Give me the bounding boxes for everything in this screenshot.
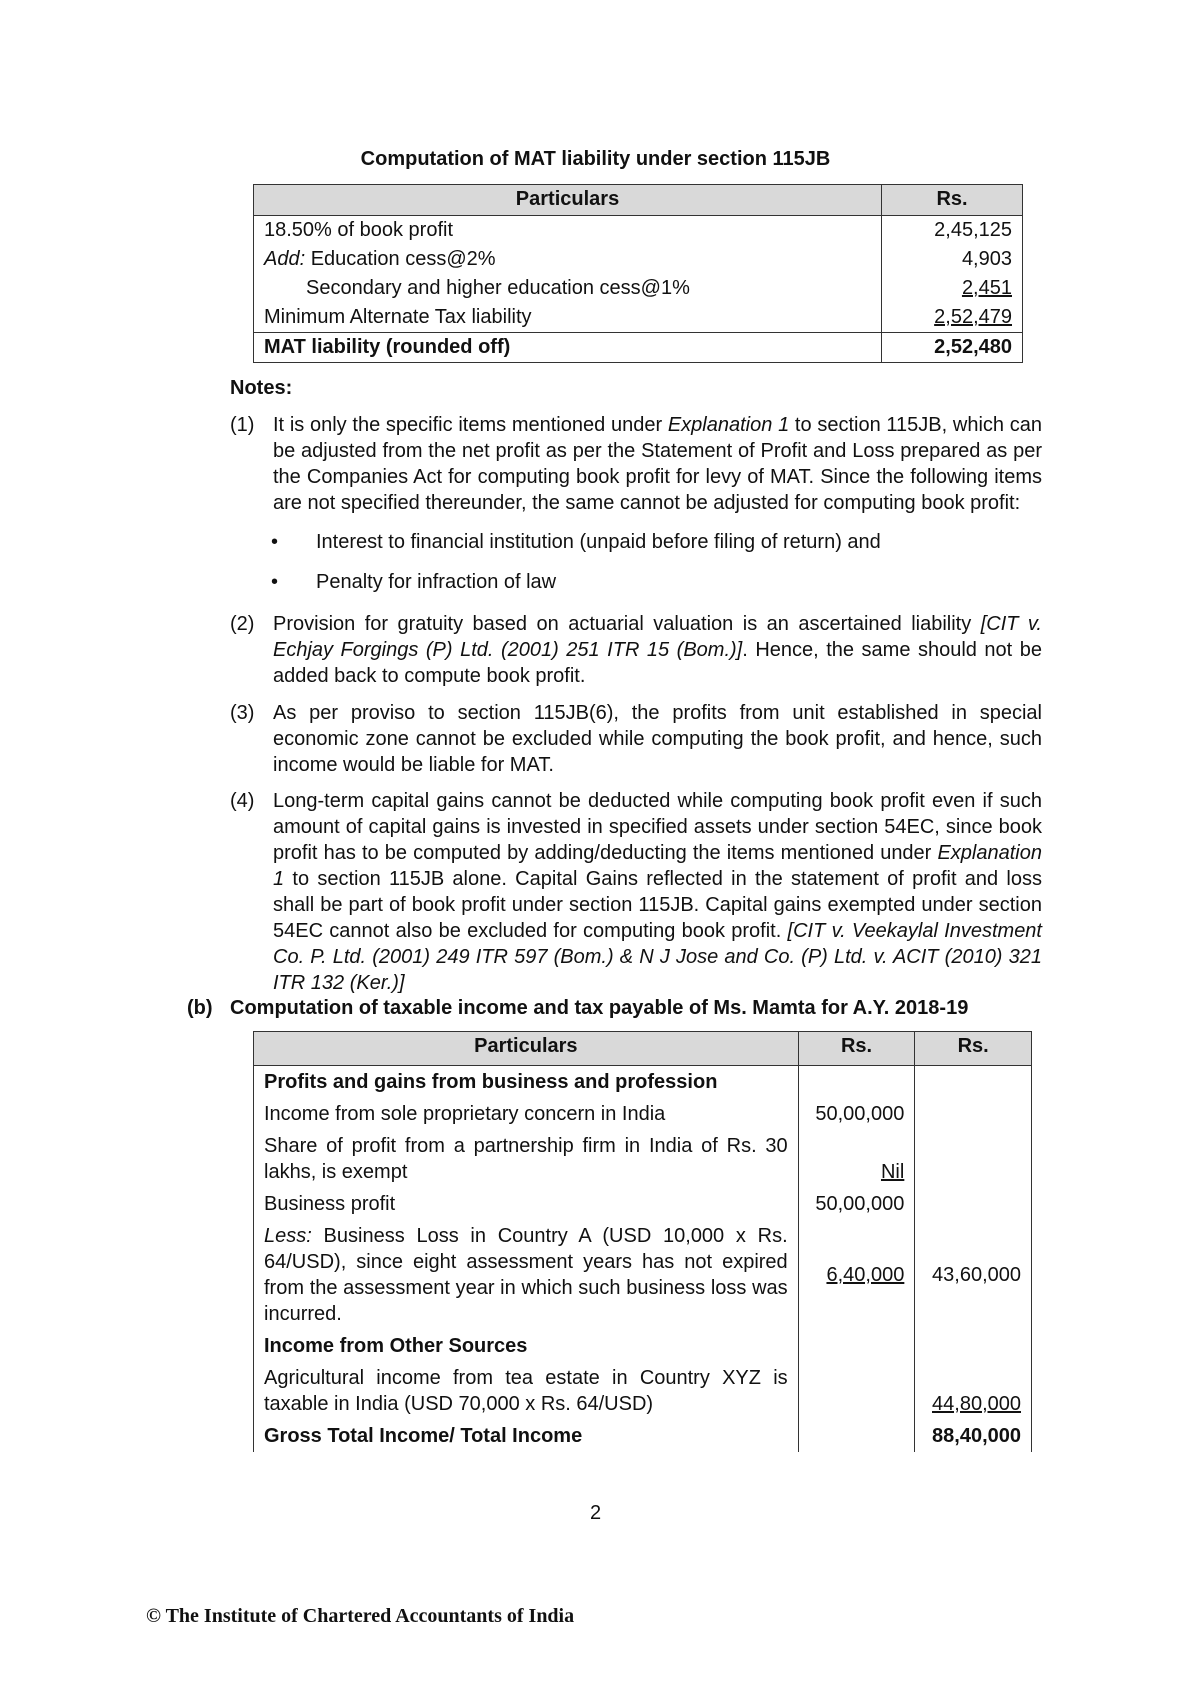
row-label: Business profit: [264, 1193, 396, 1215]
row-value: [882, 274, 1023, 303]
row-value: 4,903: [882, 245, 1023, 274]
list-item-text: Penalty for infraction of law: [316, 571, 557, 593]
part-title: Computation of taxable income and tax payable of Ms. Mamta for A.Y. 2018-19: [230, 997, 969, 1019]
note-number: (3): [230, 702, 255, 724]
row-label: Add: Education cess@2%: [264, 248, 496, 270]
row-prefix: Add:: [264, 248, 306, 270]
row-value: [798, 1220, 915, 1330]
row-label: 18.50% of book profit: [264, 219, 454, 241]
table-row: [254, 1130, 1032, 1188]
note-3: [230, 700, 1042, 778]
note-4: [230, 788, 1042, 996]
total-row: [254, 333, 1023, 363]
row-label: Agricultural income from tea estate in Country XYZ is taxable in India (USD 70,000 x Rs. 64/USD): [264, 1367, 788, 1415]
header-rs: Rs.: [915, 1032, 1032, 1066]
header-particulars: Particulars: [254, 185, 882, 216]
bullet-icon: •: [271, 571, 279, 593]
table-row: [254, 303, 1023, 333]
total-label: Gross Total Income/ Total Income: [264, 1425, 583, 1447]
row-value: 50,00,000: [798, 1098, 915, 1130]
section-heading-row: [254, 1066, 1032, 1099]
list-item-text: Interest to financial institution (unpaid before filing of return) and: [316, 531, 881, 553]
note-body: As per proviso to section 115JB(6), the profits from unit established in special economic zone cannot be excluded while computing the book profit, and hence, such income would be liable for MAT.: [273, 702, 1042, 776]
table-header: [254, 185, 1023, 216]
row-label: Share of profit from a partnership firm in India of Rs. 30 lakhs, is exempt: [264, 1135, 788, 1183]
note-body: It is only the specific items mentioned under Explanation 1 to section 115JB, which can be adjusted from the net profit as per the Statement of Profit and Loss prepared as per the Companies Act for computing book profit for levy of MAT. Since the following items are not specified thereunder, the same cannot be adjusted for computing book profit:: [273, 414, 1043, 514]
table-header: [254, 1032, 1032, 1066]
underlined-value: 2,451: [961, 277, 1012, 299]
notes-heading: Notes:: [230, 377, 293, 399]
row-value: [915, 1362, 1032, 1420]
table-row: [254, 1362, 1032, 1420]
note-number: (4): [230, 790, 255, 812]
total-label: MAT liability (rounded off): [254, 333, 882, 363]
section-heading-row: [254, 1330, 1032, 1362]
row-prefix: Less:: [264, 1225, 312, 1247]
table-row: [254, 274, 1023, 303]
row-value: 43,60,000: [915, 1220, 1032, 1330]
row-label: Minimum Alternate Tax liability: [264, 306, 532, 328]
note-body: Long-term capital gains cannot be deducted while computing book profit even if such amount of capital gains is invested in specified assets under section 54EC, since book profit has to be computed by adding/deducting the items mentioned under Explanation 1 to section 115JB alone. Capital Gains reflected in the statement of profit and loss shall be part of book profit under section 115JB. Capital gains exempted under section 54EC cannot also be excluded for computing book profit. [CIT v. Veekaylal Investment Co. P. Ltd. (2001) 249 ITR 597 (Bom.) & N J Jose and Co. (P) Ltd. v. ACIT (2010) 321 ITR 132 (Ker.)]: [273, 790, 1042, 994]
underlined-value: 44,80,000: [932, 1393, 1021, 1415]
underlined-value: Nil: [880, 1161, 905, 1183]
table-row: [254, 1220, 1032, 1330]
note-number: (1): [230, 414, 255, 436]
note-body: Provision for gratuity based on actuarial valuation is an ascertained liability [CIT v. Echjay Forgings (P) Ltd. (2001) 251 ITR 15 (Bom.)]. Hence, the same should not be added back to compute book profit.: [273, 613, 1043, 687]
row-label: Secondary and higher education cess@1%: [306, 277, 690, 299]
total-row: [254, 1420, 1032, 1452]
section-heading: Income from Other Sources: [264, 1335, 528, 1357]
row-label: Income from sole proprietary concern in India: [264, 1103, 666, 1125]
table-row: [254, 1188, 1032, 1220]
total-value: 2,52,480: [882, 333, 1023, 363]
mat-title: Computation of MAT liability under section 115JB: [360, 148, 831, 170]
note-number: (2): [230, 613, 255, 635]
bullet-icon: •: [271, 531, 279, 553]
row-value: [882, 303, 1023, 333]
note-2: [230, 611, 1042, 689]
row-value: [798, 1130, 915, 1188]
part-label: (b): [187, 997, 213, 1019]
row-value: 2,45,125: [882, 216, 1023, 246]
section-heading: Profits and gains from business and profession: [264, 1071, 718, 1093]
table-row: [254, 216, 1023, 246]
total-value: 88,40,000: [915, 1420, 1032, 1452]
header-rs: Rs.: [798, 1032, 915, 1066]
page-number: 2: [589, 1502, 602, 1524]
note-1: [230, 412, 1042, 516]
header-particulars: Particulars: [254, 1032, 799, 1066]
row-value: 50,00,000: [798, 1188, 915, 1220]
table-row: [254, 245, 1023, 274]
header-rs: Rs.: [882, 185, 1023, 216]
underlined-value: 2,52,479: [934, 306, 1012, 328]
underlined-value: 6,40,000: [826, 1264, 905, 1286]
income-table: [253, 1031, 1032, 1452]
table-row: [254, 1098, 1032, 1130]
footer-copyright: © The Institute of Chartered Accountants of India: [146, 1605, 575, 1627]
row-label: Less: Business Loss in Country A (USD 10,000 x Rs. 64/USD), since eight assessment years has not expired from the assessment year in which such business loss was incurred.: [264, 1225, 788, 1325]
mat-table: [253, 184, 1023, 363]
